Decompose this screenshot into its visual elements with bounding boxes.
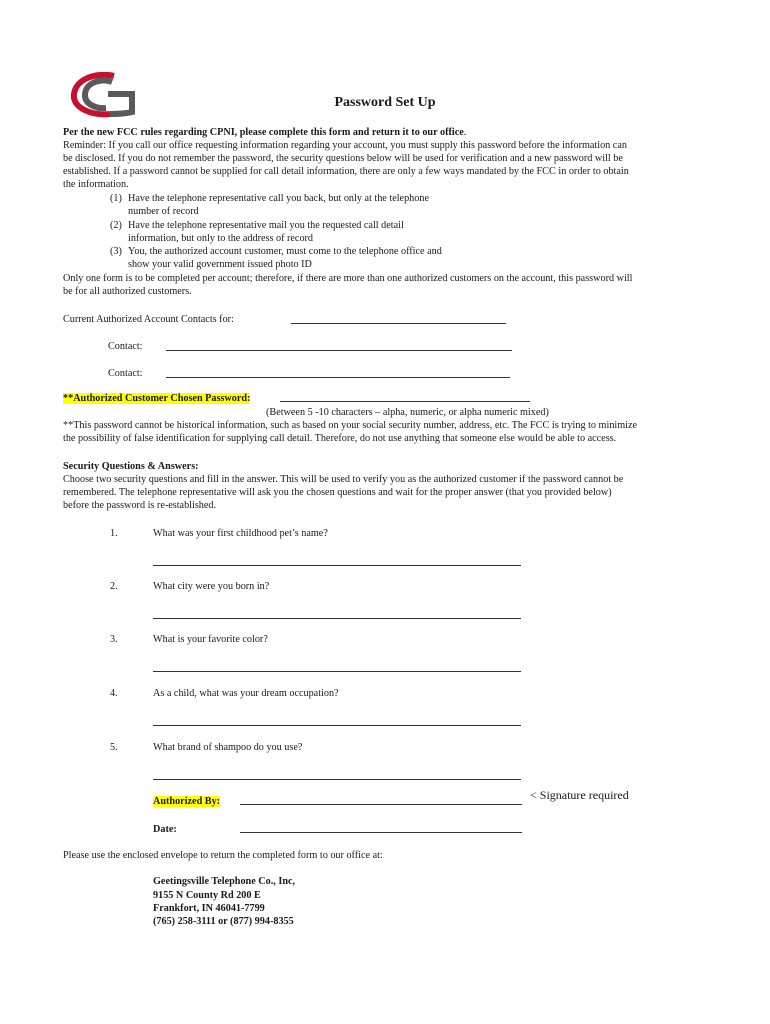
question-text: What was your first childhood pet’s name?	[153, 528, 328, 539]
authorized-by-label	[153, 795, 220, 808]
signature-field[interactable]	[240, 804, 522, 805]
option-number: (1)	[110, 193, 122, 204]
contact-field-1[interactable]	[166, 350, 512, 351]
contact-field-2[interactable]	[166, 377, 510, 378]
option-text: Have the telephone representative call you back, but only at the telephone	[128, 193, 429, 204]
authorized-by-text: Authorized By:	[153, 796, 221, 807]
one-form-line: Only one form is to be completed per account; therefore, if there are more than one authorized customers on the account, this password will	[63, 273, 633, 284]
question-text: As a child, what was your dream occupation?	[153, 688, 339, 699]
date-label: Date:	[153, 824, 177, 835]
current-contacts-field[interactable]	[291, 323, 506, 324]
option-text: information, but only to the address of record	[128, 233, 314, 244]
current-contacts-label: Current Authorized Account Contacts for:	[63, 314, 234, 325]
reminder-line: the information.	[63, 179, 129, 190]
answer-field-1[interactable]	[153, 565, 521, 566]
question-text: What city were you born in?	[153, 581, 270, 592]
address-line: (765) 258-3111 or (877) 994-8355	[153, 916, 294, 927]
option-text: You, the authorized account customer, must come to the telephone office and	[128, 246, 442, 257]
one-form-line: be for all authorized customers.	[63, 286, 192, 297]
address-line: 9155 N County Rd 200 E	[153, 890, 261, 901]
fcc-rule-bold: Per the new FCC rules regarding CPNI, please complete this form and return it to our office	[63, 127, 464, 138]
fcc-rule-period: .	[463, 127, 467, 138]
address-line: Frankfort, IN 46041-7799	[153, 903, 265, 914]
security-instr-line: Choose two security questions and fill in the answer. This will be used to verify you as the authorized customer if the password cannot be	[63, 474, 624, 485]
option-text: number of record	[128, 206, 199, 217]
question-number: 1.	[110, 528, 118, 539]
reminder-line: be disclosed. If you do not remember the password, the security questions below will be used for verification and a new password will be	[63, 153, 623, 164]
answer-field-2[interactable]	[153, 618, 521, 619]
password-hint: (Between 5 -10 characters – alpha, numeric, or alpha numeric mixed)	[266, 407, 549, 418]
address-line: Geetingsville Telephone Co., Inc,	[153, 876, 296, 887]
fcc-rule-text	[63, 126, 466, 139]
security-heading: Security Questions & Answers:	[63, 461, 199, 472]
question-text: What brand of shampoo do you use?	[153, 742, 303, 753]
reminder-line: Reminder: If you call our office requesting information regarding your account, you must supply this password before the information can	[63, 140, 627, 151]
answer-field-3[interactable]	[153, 671, 521, 672]
page-title: Password Set Up	[334, 95, 436, 110]
contact-label: Contact:	[108, 368, 143, 379]
answer-field-5[interactable]	[153, 779, 521, 780]
signature-required-note: < Signature required	[530, 788, 629, 802]
question-number: 4.	[110, 688, 118, 699]
question-number: 2.	[110, 581, 118, 592]
option-number: (2)	[110, 220, 122, 231]
password-note-line: **This password cannot be historical information, such as based on your social security number, address, etc. The FCC is trying to minimize	[63, 420, 638, 431]
password-note-line: the possibility of false identification for supplying call detail. Therefore, do not use anything that someone else would be able to access.	[63, 433, 617, 444]
return-instruction: Please use the enclosed envelope to return the completed form to our office at:	[63, 850, 383, 861]
option-text: show your valid government issued photo ID	[128, 259, 312, 270]
security-instr-line: remembered. The telephone representative will ask you the chosen questions and wait for the proper answer (that you provided below)	[63, 487, 612, 498]
question-text: What is your favorite color?	[153, 634, 268, 645]
date-field[interactable]	[240, 832, 522, 833]
password-label	[63, 392, 250, 405]
answer-field-4[interactable]	[153, 725, 521, 726]
reminder-line: established. If a password cannot be supplied for call detail information, there are only a few ways mandated by the FCC in order to obtain	[63, 166, 629, 177]
option-text: Have the telephone representative mail you the requested call detail	[128, 220, 404, 231]
security-instr-line: before the password is re-established.	[63, 500, 217, 511]
question-number: 5.	[110, 742, 118, 753]
password-field[interactable]	[280, 401, 530, 402]
option-number: (3)	[110, 246, 122, 257]
question-number: 3.	[110, 634, 118, 645]
contact-label: Contact:	[108, 341, 143, 352]
password-label-text: **Authorized Customer Chosen Password:	[63, 393, 251, 404]
